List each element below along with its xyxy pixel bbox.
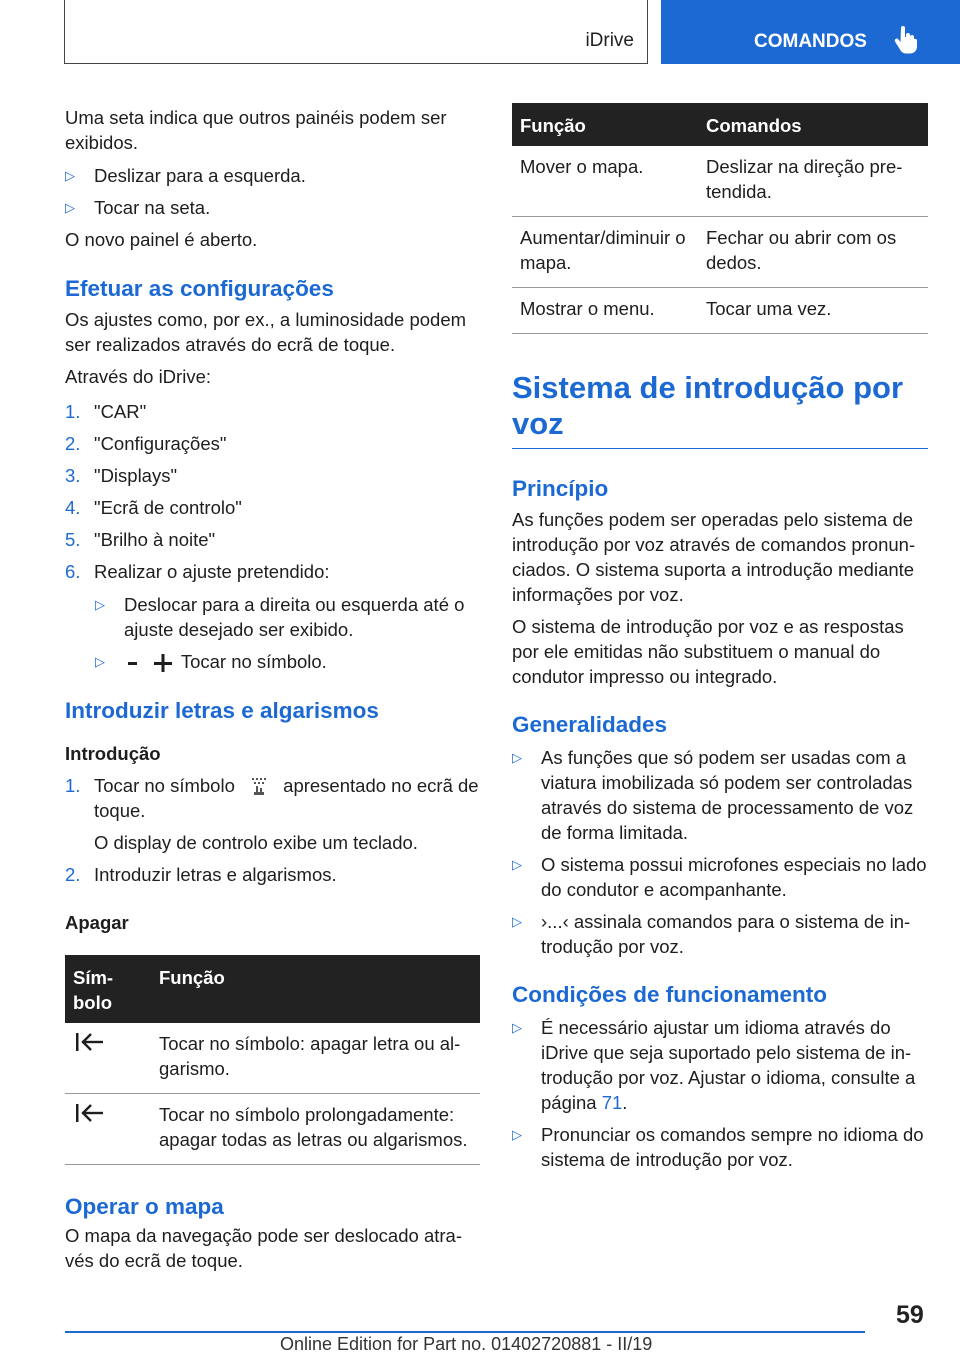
section-title: Condições de funcionamento bbox=[512, 982, 828, 1007]
right-column bbox=[512, 103, 928, 1172]
page-number: 59 bbox=[896, 1301, 924, 1329]
keyboard-hand-icon bbox=[244, 776, 274, 798]
footer-divider bbox=[65, 1331, 865, 1333]
table-header: Função bbox=[512, 103, 698, 146]
table-row: Tocar no símbolo prolongadamente: apagar todas as letras ou algarismos. bbox=[65, 1094, 480, 1165]
sub-item: ▷ Deslocar para a direita ou esquerda até o ajuste desejado ser exibido. bbox=[95, 594, 465, 640]
intro-text: Uma seta indica que outros painéis podem ser exibidos. bbox=[65, 107, 447, 153]
footer-edition: Online Edition for Part no. 01402720881 - II/19 bbox=[280, 1334, 653, 1354]
bullet-triangle-icon: ▷ bbox=[512, 750, 522, 765]
bullet-triangle-icon: ▷ bbox=[512, 857, 522, 872]
header-section: iDrive bbox=[585, 30, 634, 51]
bullet-triangle-icon: ▷ bbox=[95, 597, 105, 612]
header-chapter-tab[interactable] bbox=[661, 0, 960, 64]
list-item: ▷ Pronunciar os comandos sempre no idioma do sistema de introdução por voz. bbox=[512, 1124, 924, 1170]
bullet-triangle-icon: ▷ bbox=[512, 914, 522, 929]
list-item: ▷ As funções que só podem ser usadas com a viatura imobilizada só podem ser controladas através do sistema de processamento de voz de forma limitada. bbox=[512, 747, 914, 843]
section-title: Operar o mapa bbox=[65, 1194, 224, 1220]
minus-plus-icon bbox=[124, 653, 176, 673]
hand-pointer-icon bbox=[894, 26, 918, 54]
list-item: ▷ O sistema possui microfones especiais no lado do condutor e acompanhante. bbox=[512, 854, 927, 900]
section-title: Introduzir letras e algarismos bbox=[65, 698, 379, 723]
list-item: ▷ ›...‹ assinala comandos para o sistema de in-trodução por voz. bbox=[512, 911, 911, 957]
step-item: 4. "Ecrã de controlo" bbox=[65, 497, 242, 518]
config-via: Através do iDrive: bbox=[65, 366, 211, 387]
step-result: O display de controlo exibe um teclado. bbox=[94, 832, 418, 854]
subsection-title: Apagar bbox=[65, 912, 129, 934]
list-item: ▷ Deslizar para a esquerda. bbox=[65, 165, 306, 186]
list-item: ▷ Tocar na seta. bbox=[65, 197, 211, 218]
steps-list bbox=[65, 399, 480, 674]
chapter-heading: Sistema de introdução por voz bbox=[512, 370, 904, 441]
table-row: Mostrar o menu. Tocar uma vez. bbox=[512, 288, 928, 334]
bullet-triangle-icon: ▷ bbox=[65, 168, 75, 183]
page-link[interactable]: 71 bbox=[601, 1092, 623, 1113]
backspace-arrow-icon bbox=[73, 1102, 105, 1124]
principle-text: As funções podem ser operadas pelo sistema de introdução por voz através de comandos pronun-ciados. O sistema suporta a introdução mediante informações por voz. bbox=[512, 509, 916, 605]
map-table bbox=[512, 103, 928, 334]
table-row: Mover o mapa. Deslizar na direção pre-tendida. bbox=[512, 146, 928, 217]
step-item: 1. "CAR" bbox=[65, 401, 147, 422]
subsection-title: Introdução bbox=[65, 743, 161, 764]
chapter-heading-block bbox=[512, 370, 928, 449]
intro-result: O novo painel é aberto. bbox=[65, 229, 258, 250]
bullet-triangle-icon: ▷ bbox=[512, 1127, 522, 1142]
backspace-arrow-icon bbox=[73, 1031, 105, 1053]
section-title: Efetuar as configurações bbox=[65, 276, 334, 301]
step-item: 6. Realizar o ajuste pretendido: bbox=[65, 561, 330, 582]
sub-item: ▷ Tocar no símbolo. bbox=[95, 651, 327, 672]
principle-text: O sistema de introdução por voz e as respostas por ele emitidas não substituem o manual do condutor impresso ou integrado. bbox=[512, 616, 904, 687]
map-text: O mapa da navegação pode ser deslocado atra-vés do ecrã de toque. bbox=[65, 1225, 462, 1272]
table-row: Tocar no símbolo: apagar letra ou al-garismo. bbox=[65, 1023, 480, 1094]
left-column bbox=[65, 105, 480, 1273]
list-item: ▷ É necessário ajustar um idioma através do iDrive que seja suportado pelo sistema de in-trodução por voz. Ajustar o idioma, consulte a página 71. bbox=[512, 1017, 916, 1113]
chapter-title: COMANDOS bbox=[754, 31, 867, 52]
step-item: 3. "Displays" bbox=[65, 465, 178, 486]
header-frame bbox=[64, 0, 648, 64]
bullet-triangle-icon: ▷ bbox=[512, 1020, 522, 1035]
table-header: Função bbox=[151, 955, 480, 1023]
step-item: 2. Introduzir letras e algarismos. bbox=[65, 864, 337, 886]
bullet-triangle-icon: ▷ bbox=[65, 200, 75, 215]
step-item: 2. "Configurações" bbox=[65, 433, 227, 454]
table-row: Aumentar/diminuir o mapa. Fechar ou abrir com os dedos. bbox=[512, 217, 928, 288]
step-item: 5. "Brilho à noite" bbox=[65, 529, 216, 550]
section-title: Princípio bbox=[512, 476, 609, 501]
step-item: 1. Tocar no símbolo apresentado no ecrã de toque. bbox=[65, 775, 479, 822]
table-header: Sím-bolo bbox=[65, 955, 151, 1023]
bullet-triangle-icon: ▷ bbox=[95, 654, 105, 669]
config-text: Os ajustes como, por ex., a luminosidade podem ser realizados através do ecrã de toque. bbox=[65, 309, 467, 355]
section-title: Generalidades bbox=[512, 712, 668, 737]
delete-table bbox=[65, 955, 480, 1165]
table-header: Comandos bbox=[698, 103, 928, 146]
